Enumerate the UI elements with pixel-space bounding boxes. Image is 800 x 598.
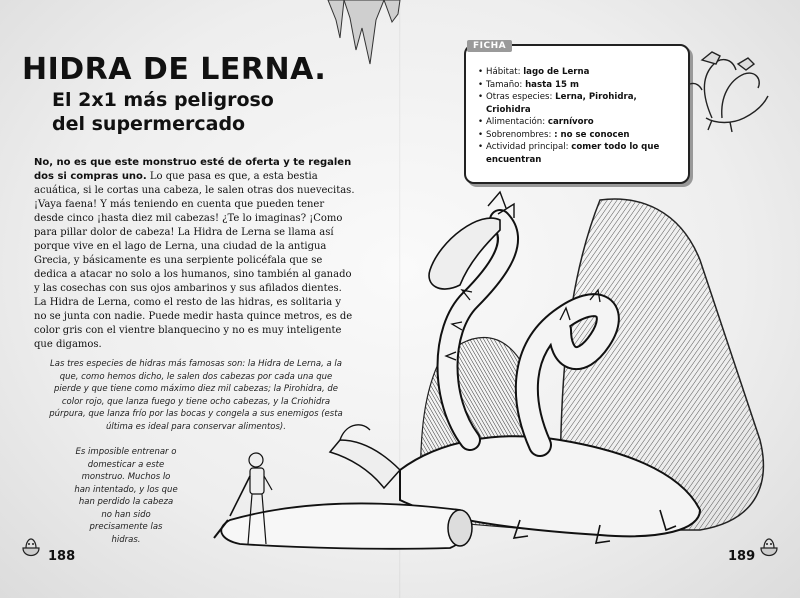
fact-item: • Tamaño: hasta 15 m <box>478 79 684 92</box>
species-note: Las tres especies de hidras más famosas son: la Hidra de Lerna, a la que, como hemos dicho, le salen dos cabezas por cada una que pierde y que tiene como máximo diez mil cabezas; la Pirohidra, de color rojo, que lanza fuego y tiene ocho cabezas, y la Criohidra púrpura, que lanza frío por las bocas y congela a sus enemigos (esta última es ideal para conservar alimentos). <box>49 359 343 432</box>
fact-item: • Hábitat: lago de Lerna <box>478 66 684 79</box>
page-title: HIDRA DE LERNA. <box>22 52 327 87</box>
page-number-left: 188 <box>48 549 76 564</box>
lead-sentence: No, no es que este monstruo esté de oferta y te regalen dos si compras uno. <box>34 157 352 182</box>
monster-pot-icon <box>758 536 780 562</box>
body-text: Lo que pasa es que, a esta bestia acuática, si le cortas una cabeza, le salen otras dos nuevecitas. ¡Vaya faena! Y más teniendo en cuenta que pueden tener desde cinco ¡hasta diez mil cabezas! ¿Te lo imaginas? ¡Como para pillar dolor de cabeza! La Hidra de Lerna se llama así porque vive en el lago de Lerna, una ciudad de la antigua Grecia, y básicamente es una serpiente policéfala que se dedica a atacar no solo a los humanos, sino también al ganado y las cosechas con sus ojos ambarinos y sus afilados dientes. La Hidra de Lerna, como el resto de las hidras, es solitaria y no se junta con nadie. Puede medir hasta quince metros, es de color gris con el vientre blanquecino y no es muy inteligente que digamos. <box>34 171 355 350</box>
page-number-right: 189 <box>728 549 756 564</box>
fact-item: • Sobrenombres: : no se conocen <box>478 129 684 142</box>
monster-pot-icon <box>20 536 42 562</box>
fact-item: • Otras especies: Lerna, Pirohidra, Criohidra <box>478 91 684 116</box>
page-subtitle: El 2x1 más peligroso del supermercado <box>52 89 274 135</box>
fact-item: • Alimentación: carnívoro <box>478 116 684 129</box>
side-note: Es imposible entrenar o domesticar a este monstruo. Muchos lo han intentado, y los que han perdido la cabeza no han sido precisamente las hidras. <box>74 447 178 545</box>
fact-card-label: FICHA <box>467 40 512 52</box>
fact-item: • Actividad principal: comer todo lo que encuentran <box>478 141 684 166</box>
